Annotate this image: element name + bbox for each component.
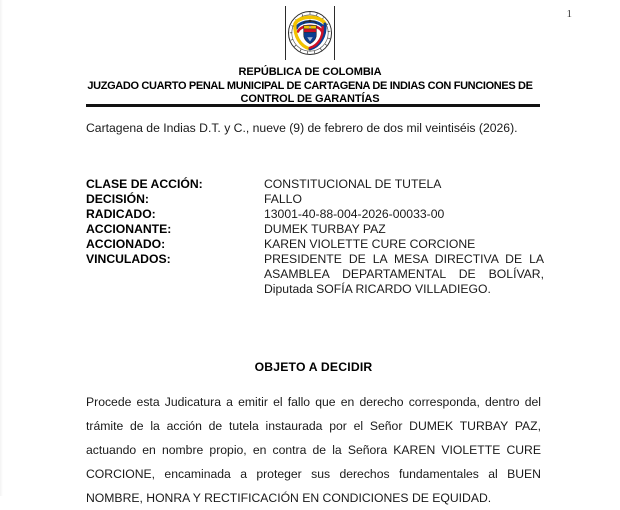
metadata-row-accionado	[86, 237, 544, 252]
metadata-row-decision	[86, 192, 544, 207]
header-line-court: JUZGADO CUARTO PENAL MUNICIPAL DE CARTAGENA DE INDIAS CON FUNCIONES DE	[60, 80, 560, 94]
metadata-value-line: PRESIDENTE DE LA MESA DIRECTIVA DE LA	[264, 252, 544, 267]
metadata-label: VINCULADOS:	[86, 252, 264, 267]
metadata-value: KAREN VIOLETTE CURE CORCIONE	[264, 237, 544, 252]
metadata-value: 13001-40-88-004-2026-00033-00	[264, 207, 544, 222]
metadata-row-radicado	[86, 207, 544, 222]
case-metadata	[86, 177, 544, 297]
scan-edge-shadow	[0, 0, 3, 496]
paragraph-line: actuando en nombre propio, en contra de la Señora KAREN VIOLETTE CURE	[86, 438, 541, 462]
date-line: Cartagena de Indias D.T. y C., nueve (9) de febrero de dos mil veintiséis (2026).	[86, 119, 541, 137]
metadata-value-line: Diputada SOFÍA RICARDO VILLADIEGO.	[264, 282, 544, 297]
header-divider	[86, 104, 540, 107]
section-heading-objeto-a-decidir: OBJETO A DECIDIR	[86, 360, 541, 374]
court-header	[60, 66, 560, 107]
page-number: 1	[567, 8, 573, 20]
metadata-row-vinculados	[86, 252, 544, 297]
paragraph-line: Procede esta Judicatura a emitir el fallo que en derecho corresponda, dentro del	[86, 390, 541, 414]
metadata-value: DUMEK TURBAY PAZ	[264, 222, 544, 237]
coat-of-arms-colombia-icon	[285, 6, 335, 60]
header-line-republic: REPÚBLICA DE COLOMBIA	[60, 66, 560, 80]
body-paragraph	[86, 390, 541, 510]
header-line-function: CONTROL DE GARANTÍAS	[60, 93, 560, 107]
paragraph-line: NOMBRE, HONRA Y RECTIFICACIÓN EN CONDICIONES DE EQUIDAD.	[86, 486, 541, 510]
paragraph-line: trámite de la acción de tutela instaurada por el Señor DUMEK TURBAY PAZ,	[86, 414, 541, 438]
metadata-value: CONSTITUCIONAL DE TUTELA	[264, 177, 544, 192]
metadata-value: FALLO	[264, 192, 544, 207]
paragraph-line: CORCIONE, encaminada a proteger sus derechos fundamentales al BUEN	[86, 462, 541, 486]
metadata-row-accionante	[86, 222, 544, 237]
metadata-label: DECISIÓN:	[86, 192, 264, 207]
metadata-label: ACCIONANTE:	[86, 222, 264, 237]
emblem-container	[0, 6, 620, 60]
metadata-value-multiline	[264, 252, 544, 297]
metadata-label: RADICADO:	[86, 207, 264, 222]
metadata-value-line: ASAMBLEA DEPARTAMENTAL DE BOLÍVAR,	[264, 267, 544, 282]
metadata-row-clase-de-accion	[86, 177, 544, 192]
metadata-label: CLASE DE ACCIÓN:	[86, 177, 264, 192]
metadata-label: ACCIONADO:	[86, 237, 264, 252]
